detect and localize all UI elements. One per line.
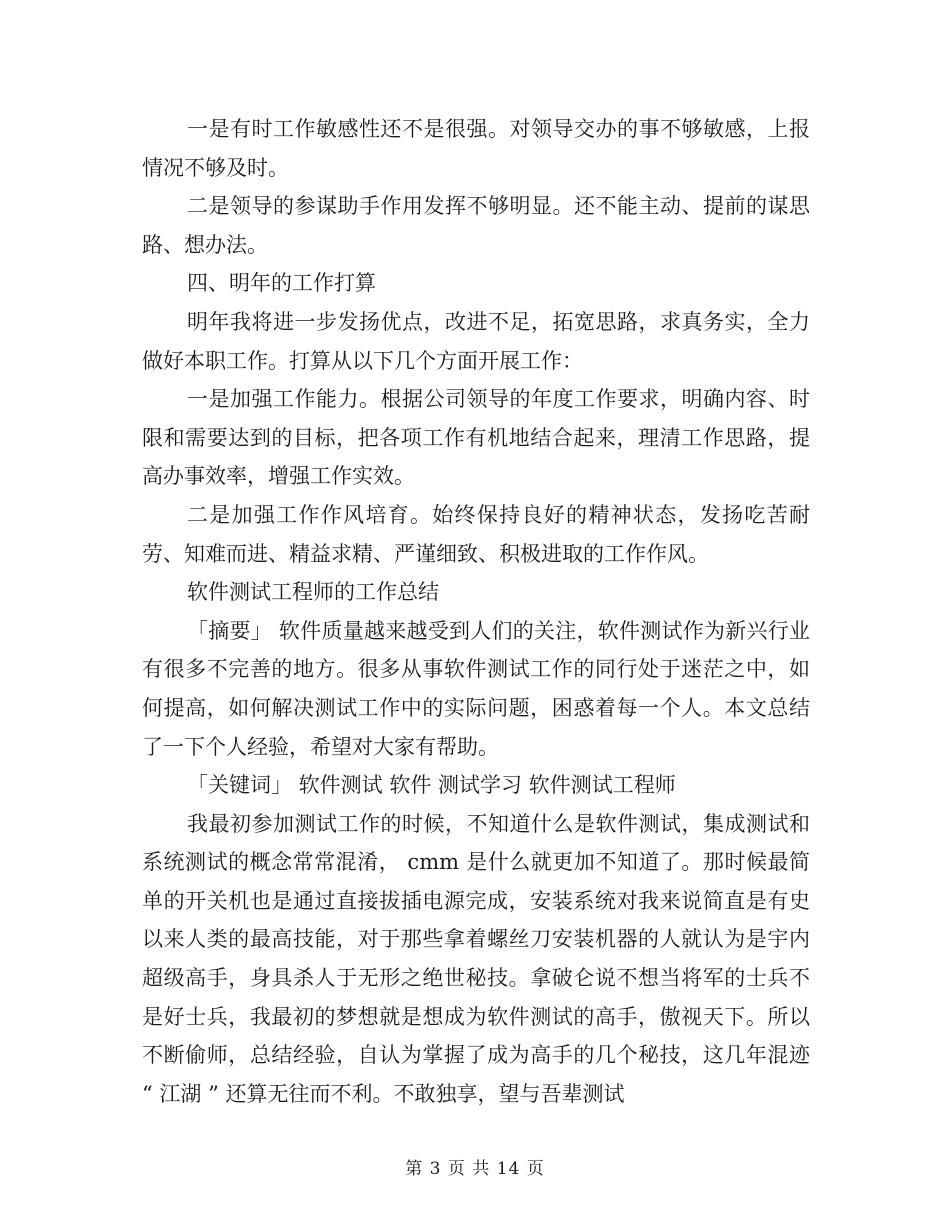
paragraph-plan-1: 一是加强工作能力。根据公司领导的年度工作要求，明确内容、时限和需要达到的目标，把各项工作有机地结合起来，理清工作思路，提高办事效率，增强工作实效。 <box>142 387 810 489</box>
document-body <box>142 110 817 1113</box>
paragraph-body-1: 我最初参加测试工作的时候，不知道什么是软件测试，集成测试和系统测试的概念常常混淆， cmm 是什么就更加不知道了。那时候最简单的开关机也是通过直接拔插电源完成，安装系统对我来说简直是有史以来人类的最高技能，对于那些拿着螺丝刀安装机器的人就认为是宇内超级高手，身具杀人于无形之绝世秘技。拿破仑说不想当将军的士兵不是好士兵，我最初的梦想就是想成为软件测试的高手，傲视天下。所以不断偷师，总结经验，自认为掌握了成为高手的几个秘技，这几年混迹 “ 江湖 ” 还算无往而不利。不敢独享，望与吾辈测试 <box>142 811 817 1106</box>
paragraph-next-year-intro: 明年我将进一步发扬优点，改进不足，拓宽思路，求真务实，全力做好本职工作。打算从以下几个方面开展工作： <box>142 309 810 373</box>
section-heading-next-year-plan: 四、明年的工作打算 <box>187 271 376 296</box>
page-footer: 第 3 页 共 14 页 <box>405 1159 545 1179</box>
paragraph-weakness-2: 二是领导的参谋助手作用发挥不够明显。还不能主动、提前的谋思路、想办法。 <box>142 194 810 257</box>
article-title: 软件测试工程师的工作总结 <box>187 580 439 605</box>
paragraph-keywords: 「关键词」 软件测试 软件 测试学习 软件测试工程师 <box>187 773 676 798</box>
paragraph-weakness-1: 一是有时工作敏感性还不是很强。对领导交办的事不够敏感，上报情况不够及时。 <box>142 117 810 180</box>
paragraph-plan-2: 二是加强工作作风培育。始终保持良好的精神状态，发扬吃苦耐劳、知难而进、精益求精、严谨细致、积极进取的工作作风。 <box>142 502 810 566</box>
paragraph-abstract: 「摘要」 软件质量越来越受到人们的关注，软件测试作为新兴行业有很多不完善的地方。很多从事软件测试工作的同行处于迷茫之中，如何提高，如何解决测试工作中的实际问题，困惑着每一个人。本文总结了一下个人经验，希望对大家有帮助。 <box>142 618 810 759</box>
